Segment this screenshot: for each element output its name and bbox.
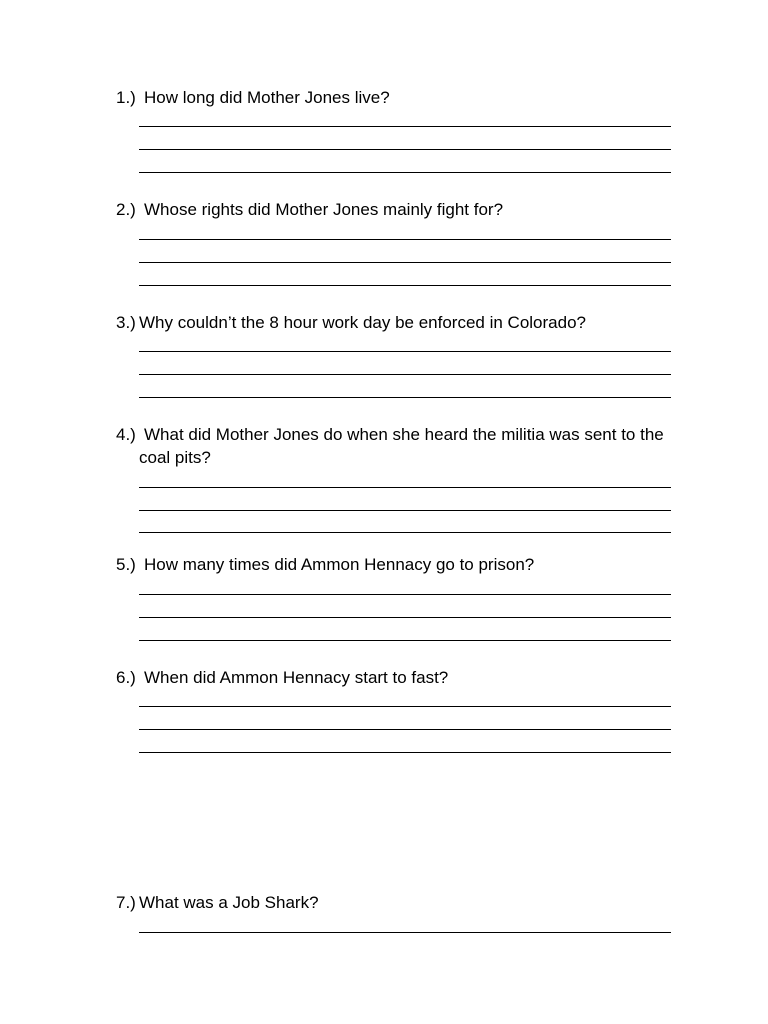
answer-line (139, 487, 671, 488)
question-prompt (116, 666, 672, 689)
question-text: What did Mother Jones do when she heard the militia was sent to the coal pits? (139, 425, 664, 467)
question-7 (116, 891, 672, 914)
question-4 (116, 423, 672, 469)
question-6 (116, 666, 672, 689)
answer-line (139, 706, 671, 707)
answer-line (139, 149, 671, 150)
question-prompt (116, 891, 672, 914)
answer-line (139, 729, 671, 730)
question-5 (116, 553, 672, 576)
question-text: How many times did Ammon Hennacy go to prison? (144, 555, 535, 574)
answer-line (139, 285, 671, 286)
answer-line (139, 397, 671, 398)
answer-line (139, 351, 671, 352)
question-number: 7.) (116, 893, 136, 912)
answer-line (139, 239, 671, 240)
question-prompt (116, 553, 672, 576)
question-text: What was a Job Shark? (139, 893, 319, 912)
question-text: How long did Mother Jones live? (144, 88, 390, 107)
question-number: 2.) (116, 200, 136, 219)
answer-line (139, 932, 671, 933)
answer-line (139, 532, 671, 533)
question-text: Why couldn’t the 8 hour work day be enforced in Colorado? (139, 313, 586, 332)
answer-line (139, 126, 671, 127)
question-text: When did Ammon Hennacy start to fast? (144, 668, 449, 687)
question-number: 3.) (116, 313, 136, 332)
question-2 (116, 198, 672, 221)
question-prompt (116, 311, 672, 334)
question-number: 1.) (116, 88, 136, 107)
answer-line (139, 594, 671, 595)
answer-line (139, 172, 671, 173)
question-3 (116, 311, 672, 334)
question-prompt (116, 198, 672, 221)
answer-line (139, 617, 671, 618)
question-number: 6.) (116, 668, 136, 687)
question-1 (116, 86, 672, 109)
answer-line (139, 752, 671, 753)
question-number: 4.) (116, 425, 136, 444)
question-text: Whose rights did Mother Jones mainly fight for? (144, 200, 504, 219)
answer-line (139, 640, 671, 641)
question-number: 5.) (116, 555, 136, 574)
question-prompt (116, 423, 672, 469)
answer-line (139, 262, 671, 263)
answer-line (139, 374, 671, 375)
answer-line (139, 510, 671, 511)
question-prompt (116, 86, 672, 109)
